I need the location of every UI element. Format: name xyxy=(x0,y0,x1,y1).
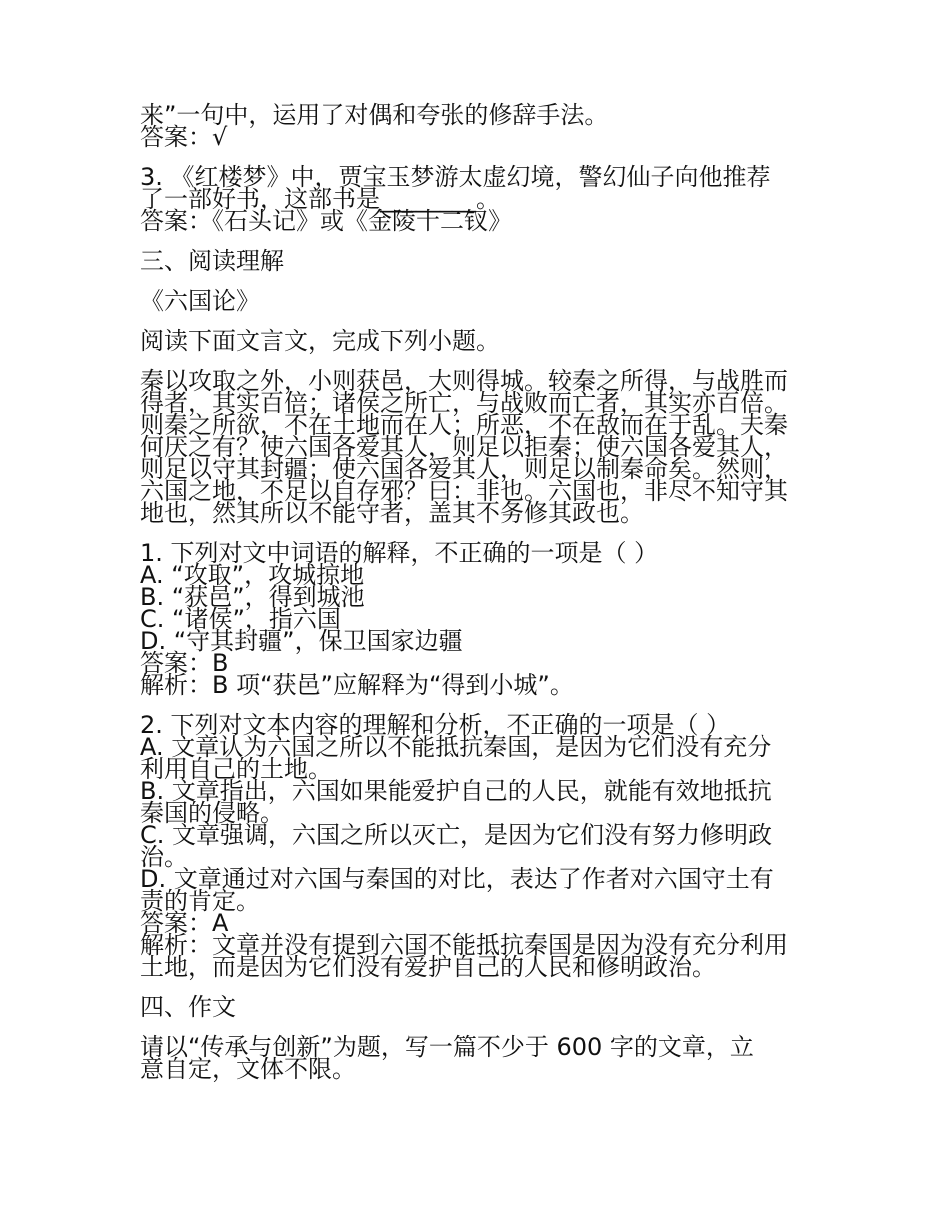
passage-line: 则秦之所欲，不在土地而在人；所恶，不在敌而在于乱。夫秦 xyxy=(140,411,788,439)
analysis-line: 土地，而是因为它们没有爱护自己的人民和修明政治。 xyxy=(140,953,716,981)
essay-prompt-line: 意自定，文体不限。 xyxy=(140,1055,356,1083)
section-4-heading-block xyxy=(140,993,820,1021)
answer-line: 答案：√ xyxy=(140,123,228,151)
question-text-line: 来”一句中，运用了对偶和夸张的修辞手法。 xyxy=(140,101,609,129)
section-heading: 三、阅读理解 xyxy=(140,247,284,275)
section-heading: 四、作文 xyxy=(140,993,236,1021)
question-stem: 2. 下列对文本内容的理解和分析，不正确的一项是（ ） xyxy=(140,711,731,739)
passage-line: 得者，其实百倍；诸侯之所亡，与战败而亡者，其实亦百倍。 xyxy=(140,389,788,417)
passage-title-block xyxy=(140,287,820,315)
instruction-text: 阅读下面文言文，完成下列小题。 xyxy=(140,327,500,355)
instruction-block xyxy=(140,327,820,355)
classical-passage xyxy=(140,367,820,527)
section-3-heading-block xyxy=(140,247,820,275)
option-line: 治。 xyxy=(140,843,188,871)
question-3 xyxy=(140,163,820,235)
passage-line: 六国之地，不足以自存邪？曰：非也。六国也，非尽不知守其 xyxy=(140,477,788,505)
option-c: C. “诸侯”，指六国 xyxy=(140,605,341,633)
option-line: 秦国的侵略。 xyxy=(140,799,284,827)
option-line: 责的肯定。 xyxy=(140,887,260,915)
option-line: B. 文章指出，六国如果能爱护自己的人民，就能有效地抵抗 xyxy=(140,777,772,805)
option-line: D. 文章通过对六国与秦国的对比，表达了作者对六国守土有 xyxy=(140,865,774,893)
option-line: A. 文章认为六国之所以不能抵抗秦国，是因为它们没有充分 xyxy=(140,733,772,761)
option-line: 利用自己的土地。 xyxy=(140,755,332,783)
option-line: C. 文章强调，六国之所以灭亡，是因为它们没有努力修明政 xyxy=(140,821,773,849)
essay-prompt xyxy=(140,1033,820,1083)
option-b: B. “获邑”，得到城池 xyxy=(140,583,365,611)
question-2-tail xyxy=(140,101,820,151)
passage-line: 地也，然其所以不能守者，盖其不务修其政也。 xyxy=(140,499,644,527)
answer-line: 答案：A xyxy=(140,909,229,937)
question-text-line: 了一部好书，这部书是________。 xyxy=(140,185,500,213)
passage-title: 《六国论》 xyxy=(140,287,260,315)
option-a: A. “攻取”，攻城掠地 xyxy=(140,561,365,589)
option-d: D. “守其封疆”，保卫国家边疆 xyxy=(140,627,463,655)
answer-line: 答案：《石头记》或《金陵十二钗》 xyxy=(140,207,512,235)
answer-line: 答案：B xyxy=(140,649,229,677)
essay-prompt-line: 请以“传承与创新”为题，写一篇不少于 600 字的文章，立 xyxy=(140,1033,754,1061)
document-page xyxy=(140,101,820,1098)
question-stem: 1. 下列对文中词语的解释，不正确的一项是（ ） xyxy=(140,539,659,567)
reading-question-2 xyxy=(140,711,820,981)
passage-line: 则足以守其封疆；使六国各爱其人，则足以制秦命矣。然则， xyxy=(140,455,788,483)
analysis-line: 解析：B 项“获邑”应解释为“得到小城”。 xyxy=(140,671,574,699)
question-text-line: 3. 《红楼梦》中，贾宝玉梦游太虚幻境，警幻仙子向他推荐 xyxy=(140,163,771,191)
passage-line: 何厌之有？使六国各爱其人，则足以拒秦；使六国各爱其人， xyxy=(140,433,788,461)
reading-question-1 xyxy=(140,539,820,699)
analysis-line: 解析：文章并没有提到六国不能抵抗秦国是因为没有充分利用 xyxy=(140,931,788,959)
passage-line: 秦以攻取之外，小则获邑，大则得城。较秦之所得，与战胜而 xyxy=(140,367,788,395)
